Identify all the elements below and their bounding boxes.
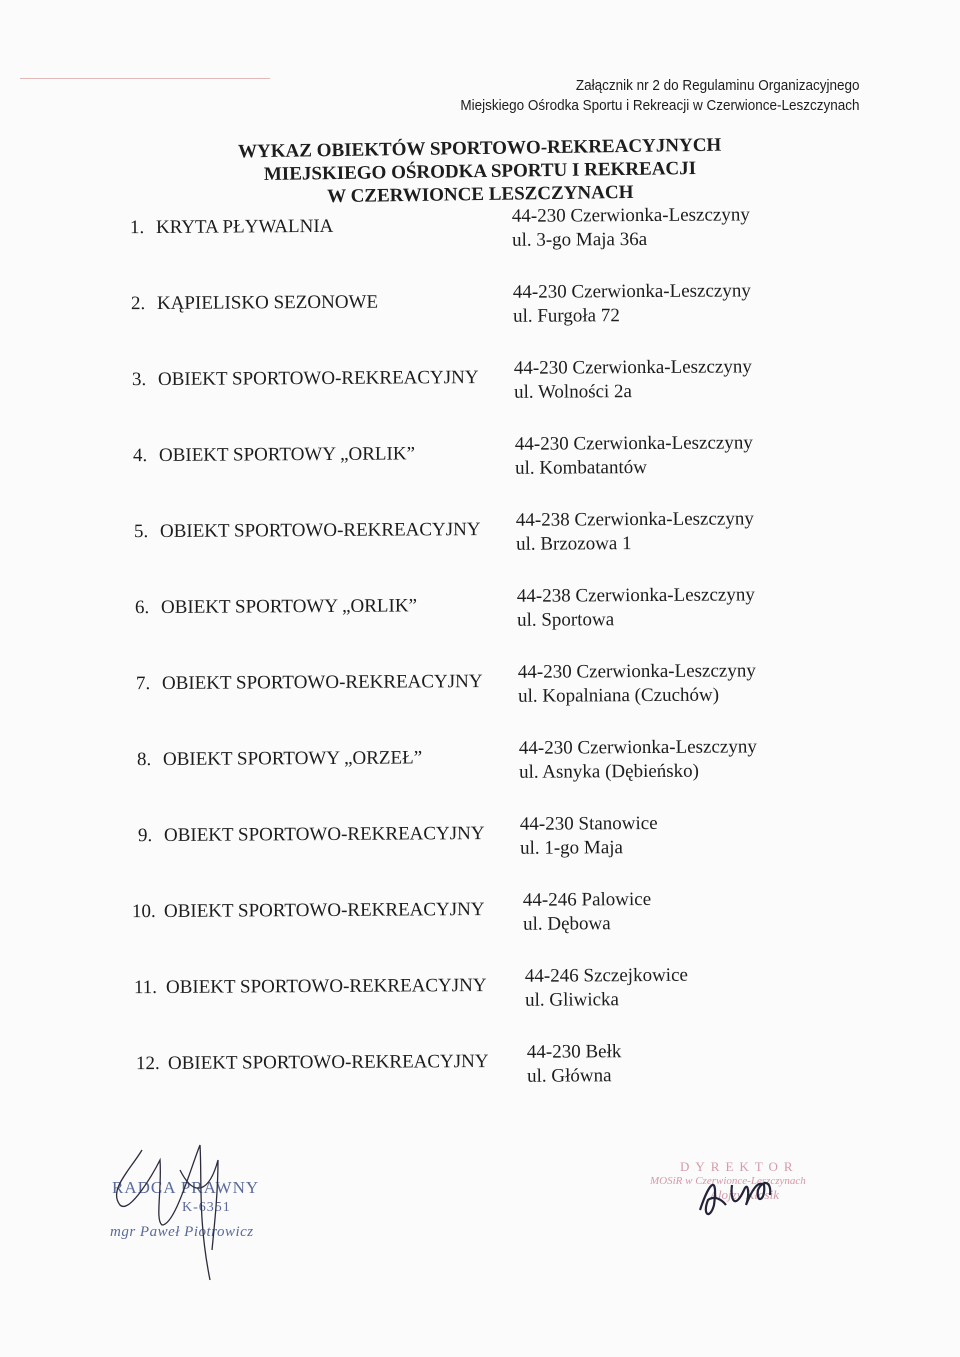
item-name: OBIEKT SPORTOWO-REKREACYJNY [163,898,485,922]
item-postal: 44-246 Szczejkowice [524,964,688,987]
item-number: 10. [131,900,156,923]
item-address [514,355,752,404]
item-postal: 44-246 Palowice [522,888,652,911]
item-name: OBIEKT SPORTOWO-REKREACYJNY [165,974,487,998]
item-address [523,888,652,937]
item-street: ul. 1-go Maja [519,837,624,859]
item-name: OBIEKT SPORTOWO-REKREACYJNY [167,1050,489,1074]
item-name: OBIEKT SPORTOWO-REKREACYJNY [159,519,481,542]
item-street: ul. Furgoła 72 [512,305,620,327]
item-street: ul. 3-go Maja 36a [511,228,648,251]
list-item [136,659,836,723]
item-number: 7. [135,673,151,695]
item-name: OBIEKT SPORTOWO-REKREACYJNY [161,671,483,694]
item-postal: 44-230 Stanowice [519,812,658,835]
item-address [515,431,753,480]
annex-header [461,76,860,116]
item-street: ul. Sportowa [516,609,615,631]
list-item [138,811,838,875]
item-postal: 44-230 Czerwionka-Leszczyny [512,280,751,303]
title-line-3: W CZERWIONCE LESZCZYNACH [327,181,634,208]
list-item [136,1039,836,1103]
item-number: 2. [130,293,146,315]
item-number: 9. [137,825,153,847]
list-item [130,203,830,267]
stamp-title: RADCA PRAWNY [112,1178,260,1197]
item-street: ul. Wolności 2a [513,381,633,403]
stamp-person-name: Alojzy Kłosik [710,1187,779,1202]
item-address [519,735,757,784]
item-postal: 44-230 Czerwionka-Leszczyny [511,204,750,227]
item-street: ul. Asnyka (Dębieńsko) [518,760,700,783]
item-number: 12. [135,1052,160,1075]
item-number: 6. [134,597,150,619]
list-item [131,279,831,343]
item-name: OBIEKT SPORTOWO-REKREACYJNY [157,367,479,390]
item-name: OBIEKT SPORTOWY „ORZEŁ” [162,747,423,770]
list-item [135,583,835,647]
scan-artifact-line [20,78,270,79]
stamp-person-name: mgr Paweł Piotrowicz [110,1224,254,1240]
item-name: OBIEKT SPORTOWO-REKREACYJNY [163,823,485,846]
stamp-registry-number: K-6351 [182,1200,231,1215]
item-number: 5. [133,521,149,543]
item-street: ul. Kopalniana (Czuchów) [517,684,720,707]
item-postal: 44-230 Czerwionka-Leszczyny [517,660,756,683]
annex-line-1: Załącznik nr 2 do Regulaminu Organizacyjnego [576,77,860,94]
item-postal: 44-238 Czerwionka-Leszczyny [515,508,754,531]
director-stamp [640,1155,840,1245]
stamp-institution: MOSiR w Czerwionce-Leszczynach [650,1175,806,1187]
item-address [516,507,754,556]
list-item [133,431,833,495]
list-item [132,355,832,419]
list-item [134,507,834,571]
item-postal: 44-230 Bełk [526,1041,622,1063]
item-name: OBIEKT SPORTOWY „ORLIK” [160,595,418,618]
list-item [134,963,834,1027]
item-street: ul. Główna [526,1065,612,1087]
list-item [132,887,832,951]
item-street: ul. Gliwicka [524,989,620,1011]
item-street: ul. Brzozowa 1 [515,533,632,555]
item-address [518,659,756,708]
item-number: 1. [129,217,145,239]
legal-counsel-stamp [100,1130,300,1290]
item-postal: 44-230 Czerwionka-Leszczyny [514,432,753,455]
item-address [525,964,688,1013]
annex-line-2: Miejskiego Ośrodka Sportu i Rekreacji w Czerwionce-Leszczynach [460,97,860,114]
item-name: KĄPIELISKO SEZONOWE [156,291,379,314]
item-number: 11. [133,976,158,999]
document-title [0,130,960,212]
item-postal: 44-230 Czerwionka-Leszczyny [518,736,757,759]
item-name: KRYTA PŁYWALNIA [155,215,334,238]
item-address [527,1040,622,1089]
handwritten-signature-icon [100,1130,300,1290]
item-number: 3. [131,369,147,391]
item-number: 4. [132,445,148,467]
item-street: ul. Kombatantów [514,456,648,479]
item-address [520,812,658,861]
title-line-2: MIEJSKIEGO OŚRODKA SPORTU I REKREACJI [263,157,697,186]
item-postal: 44-230 Czerwionka-Leszczyny [513,356,752,379]
item-number: 8. [136,749,152,771]
stamp-title: DYREKTOR [680,1159,799,1174]
list-item [137,735,837,799]
title-line-1: WYKAZ OBIEKTÓW SPORTOWO-REKREACYJNYCH [237,134,722,163]
item-postal: 44-238 Czerwionka-Leszczyny [516,584,755,607]
item-street: ul. Dębowa [522,913,611,935]
item-address [512,203,750,252]
item-name: OBIEKT SPORTOWY „ORLIK” [158,443,416,466]
item-address [513,279,751,328]
handwritten-signature-icon [640,1155,840,1245]
item-address [517,583,755,632]
